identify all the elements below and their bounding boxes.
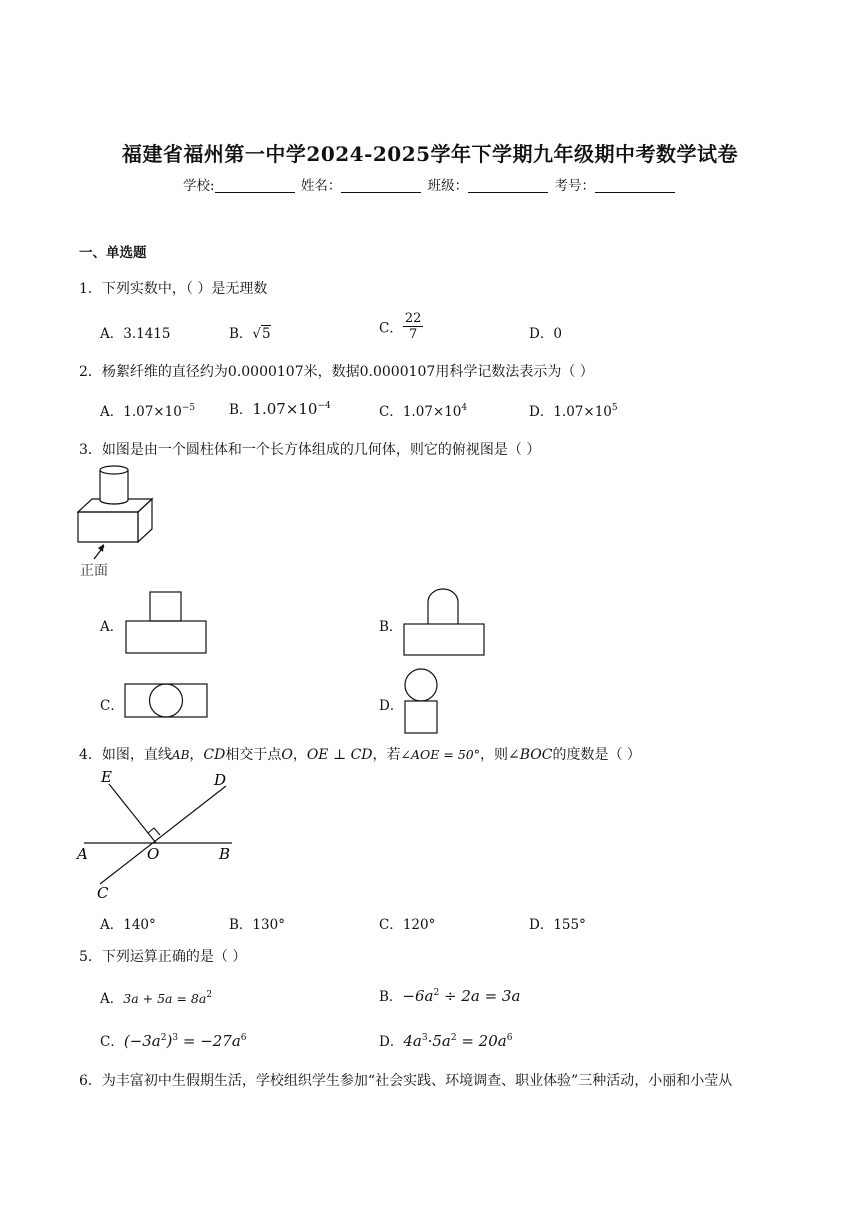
q4-option-a: A．140° <box>100 917 156 933</box>
q3-option-a-label: A． <box>100 619 124 635</box>
q5-option-c: C．$(-3a^2)^3 = -27a^6$ <box>100 1032 247 1050</box>
class-label: 班级： <box>427 178 469 194</box>
question-3-stem: 3．如图是由一个圆柱体和一个长方体组成的几何体，则它的俯视图是（ ） <box>79 442 541 458</box>
question-2-stem: 2．杨絮纤维的直径约为0.0000107米，数据0.0000107用科学记数法表示为（ ） <box>79 364 594 380</box>
fraction: $\frac{22}{7}$ <box>404 311 422 342</box>
question-1-stem: 1．下列实数中，（ ）是无理数 <box>79 281 268 297</box>
point-label-c: C <box>97 884 109 902</box>
school-blank[interactable] <box>215 178 295 193</box>
q5-option-b: B．$-6a^2 \div 2a = 3a$ <box>379 987 521 1005</box>
point-label-d: D <box>214 771 227 789</box>
q2-option-c: C．$1.07\times 10^4$ <box>379 403 468 420</box>
q4-option-b: B．130° <box>229 917 285 933</box>
school-label: 学校: <box>183 178 215 194</box>
q3-option-d-figure <box>403 668 439 734</box>
exam-no-label: 考号： <box>554 178 595 194</box>
q3-option-b-label: B． <box>379 619 403 635</box>
q5-option-a: A．$3a + 5a = 8a^2$ <box>100 990 213 1007</box>
q2-option-b: B．$1.07\times 10^{-4}$ <box>229 400 331 418</box>
point-label-a: A <box>77 845 88 863</box>
question-4-stem: 4．如图，直线AB，CD相交于点O，OE ⊥ CD，若∠AOE = 50°，则∠BOC的度数是（ ） <box>79 747 641 763</box>
sqrt-expression: √5 <box>252 326 271 342</box>
question-6-stem: 6．为丰富初中生假期生活，学校组织学生参加“社会实践、环境调查、职业体验”三种活动，小丽和小莹从 <box>79 1073 733 1089</box>
q4-option-c: C．120° <box>379 917 436 933</box>
exam-no-blank[interactable] <box>595 178 675 193</box>
class-blank[interactable] <box>468 178 548 193</box>
q3-option-a-figure <box>125 591 207 654</box>
q1-option-a: A．3.1415 <box>100 326 171 342</box>
q4-option-d: D．155° <box>529 917 586 933</box>
q3-solid-figure <box>76 462 166 582</box>
name-blank[interactable] <box>341 178 421 193</box>
q3-option-b-figure <box>403 588 485 656</box>
student-info-line <box>0 174 860 194</box>
q5-option-d: D．$4a^3\cdot 5a^2 = 20a^6$ <box>379 1032 513 1050</box>
q1-option-c: C． $\frac{22}{7}$ <box>379 311 422 342</box>
q2-option-a: A．$1.07\times 10^{-5}$ <box>100 403 196 420</box>
name-label: 姓名： <box>300 178 342 194</box>
q3-option-d-label: D． <box>379 698 404 714</box>
point-label-b: B <box>219 845 231 863</box>
page-title: 福建省福州第一中学2024-2025学年下学期九年级期中考数学试卷 <box>121 142 739 166</box>
q1-option-d: D．0 <box>529 326 562 342</box>
q4-line-figure <box>76 768 246 900</box>
question-5-stem: 5．下列运算正确的是（ ） <box>79 949 247 965</box>
front-view-label: 正面 <box>80 563 108 579</box>
q3-option-c-figure <box>124 683 208 718</box>
point-label-e: E <box>101 768 112 786</box>
section-heading: 一、单选题 <box>79 245 147 261</box>
q2-option-d: D．$1.07\times 10^5$ <box>529 403 618 420</box>
q1-option-b: B．√5 <box>229 326 271 342</box>
point-label-o: O <box>147 845 160 863</box>
q3-option-c-label: C． <box>100 698 124 714</box>
